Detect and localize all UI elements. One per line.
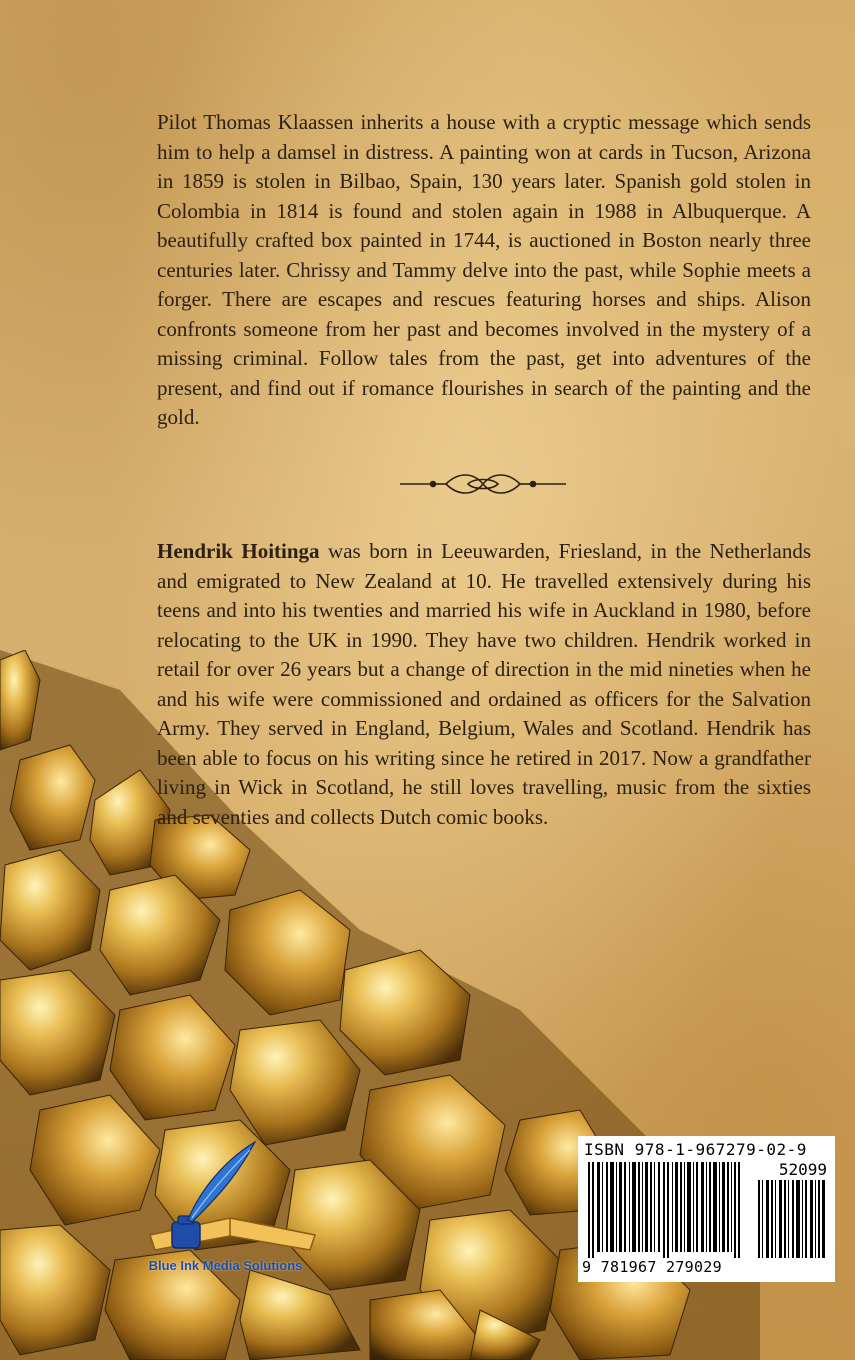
isbn-label: ISBN 978-1-967279-02-9 bbox=[584, 1140, 807, 1159]
barcode-icon bbox=[588, 1162, 748, 1258]
book-blurb: Pilot Thomas Klaassen inherits a house with a cryptic message which sends him to help a damsel in distress. A painting won at cards in Tucson, Arizona in 1859 is stolen in Bilbao, Spain, 130 years later. Spanish gold stolen in Colombia in 1814 is found and stolen again in 1988 in Albuquerque. A beautifully crafted box painted in 1744, is auctioned in Boston nearly three centuries later. Chrissy and Tammy delve into the past, while Sophie meets a forger. There are escapes and rescues featuring horses and ships. Alison confronts someone from her past and becomes involved in the mystery of a missing criminal. Follow tales from the past, get into adventures of the present, and find out if romance flourishes in search of the painting and the gold. bbox=[157, 110, 811, 429]
ornament-divider-icon bbox=[398, 470, 568, 498]
price-barcode-icon bbox=[758, 1180, 826, 1258]
price-code: 52099 bbox=[778, 1160, 827, 1179]
author-name: Hendrik Hoitinga bbox=[157, 539, 320, 563]
isbn-barcode bbox=[578, 1136, 835, 1282]
barcode-digits: 9 781967 279029 bbox=[582, 1258, 722, 1276]
publisher-name: Blue Ink Media Solutions bbox=[148, 1258, 303, 1273]
author-bio bbox=[157, 537, 811, 832]
author-bio-text: was born in Leeuwarden, Friesland, in the Netherlands and emigrated to New Zealand at 10. He travelled extensively during his teens and into his twenties and married his wife in Auckland in 1980, before relocating to the UK in 1990. They have two children. Hendrik worked in retail for over 26 years but a change of direction in the mid nineties when he and his wife were commissioned and ordained as officers for the Salvation Army. They served in England, Belgium, Wales and Scotland. Hendrik has been able to focus on his writing since he retired in 2017. Now a grandfather living in Wick in Scotland, he still loves travelling, music from the sixties and seventies and collects Dutch comic books. bbox=[157, 539, 811, 829]
